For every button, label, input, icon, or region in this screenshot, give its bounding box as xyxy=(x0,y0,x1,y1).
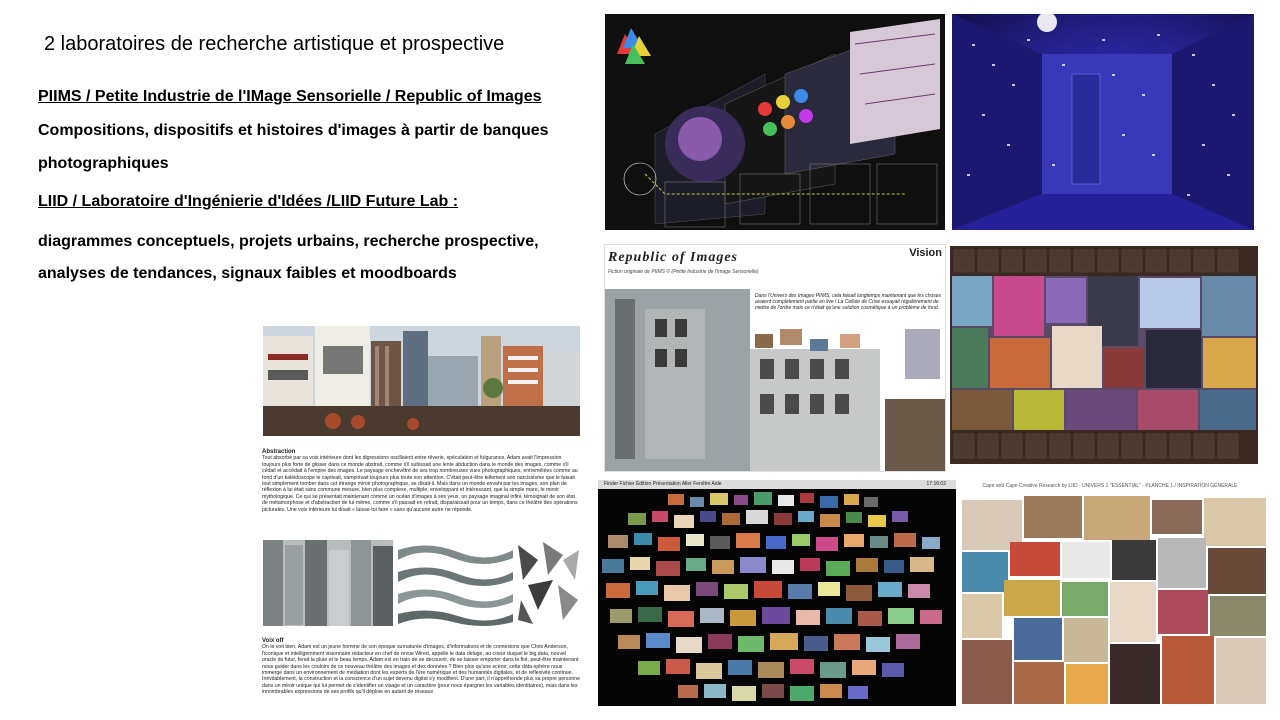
republic-fiction-text: Dans l'Univers des Images PIIMS, cela faisait longtemps maintenant que les choses avaient complètement partie en live ! La Cellule de Crise essayait régulièrement de mettre de l'ordre mais ce n'était qu'une solution cosmétique à un problème de fond. xyxy=(755,293,942,311)
moodboard-title: Cape and Cape Creative Research by LIID - UNIVERS 1 "ESSENTIAL" - PLANCHE 1 / INSPIRATION GÉNÉRALE xyxy=(982,483,1238,489)
abstraction-paragraph: Tout absorbé par sa voix intérieure dont les digressions oscillaient entre rêverie, spéculation et fulgurance, Adam avait l'impression toujours plus forte de glisser dans ce monde abstrait, comme s'il subissait une lente abduction dans le monde des images, comme s'il cédait et accédait à l'empire des images. Le paysage enchevêtré de ses trop nombreuses vues photographiques, entremêlées comme au fond d'un kaléidoscope le captivait, vampirisait toujours plus toute son attention. C'était peut-être tellement son narcissisme que le faisait tout simplement tomber dans cet étrange miroir photographique, se disait-il. Mais dans un monde envahi par les images, son plan de réflexion à lui était sans commune mesure, bien plus complexe, multiple, enveloppant et intéressant, que la simple mare, le miroir mythologique. Ce qui se présentait maintenant comme un océan d'images à ses yeux, un paysage imaginal infini, témoignait de son état de métamorphose et d'abstraction de lui-même, comme s'il passait en retrait, disparaissait pour un temps, dans ce théâtre des opérations picturales. Une voix intérieure lui disait « laisse-toi faire » sans qu'aucune autre ne réponde. xyxy=(262,455,578,513)
moodboard-collage xyxy=(960,492,1268,706)
framed-collage-panel xyxy=(950,246,1258,464)
immersive-installation xyxy=(952,14,1254,230)
abstraction-image-strip xyxy=(263,540,580,626)
republic-subtitle: Fiction originale de PIIMS © (Petite Industrie de l'Image Sensorielle) xyxy=(608,269,759,275)
blue-room-photo xyxy=(952,14,1254,230)
urban-collage-image xyxy=(263,326,580,436)
abstraction-text xyxy=(262,449,580,513)
voix-off-heading: Voix off xyxy=(262,638,284,644)
voix-off-paragraph: On le voit bien, Adam est un jeune homme de son époque surnaturée d'images, d'informations et de connexions que Chris Anderson, l'iconique et intelligemment visionnaire rédacteur en chef de revue Wired, appelle le data deluge, au coeur duquel le big data, nouvel oracle du futur, ferait la pluie et le beau temps. Adam est en train de se découvrir, de se laisser emporter dans le flot, peut-être maintenant nous guider dans les couloirs de ce nouveau théâtre des images et des données ? Bien plus qu'une scène, cette data-sphère nous immerge dans un environnement de médiation dont les experts de l'ère numérique et des humanités digitales, et de réflexivité continue. Inévitablement, la construction et la conscience d'un sujet devenu digital s'y modifient. D'une part, il n'appréhende plus sa propre personne dans un miroir unique qui lui permet de s'identifier un visage et un caractère (pour nous épargner les variables identitaires), mais dans les innombrables expressions de ses profils qu'il déploie en autant de réseaux xyxy=(262,644,580,696)
moodboard-panel xyxy=(960,480,1268,706)
republic-collage xyxy=(605,289,945,471)
liid-heading: LIID / Laboratoire d'Ingénierie d'Idées /LIID Future Lab : xyxy=(38,193,459,210)
desktop-menu-bar xyxy=(598,480,956,489)
republic-title: Republic of Images xyxy=(608,250,738,265)
abstraction-heading: Abstraction xyxy=(262,449,296,455)
desktop-clock: 17:16:02 xyxy=(926,481,946,487)
liid-description-line1: diagrammes conceptuels, projets urbains, recherche prospective, xyxy=(38,233,539,250)
piims-heading: PIIMS / Petite Industrie de l'IMage Sensorielle / Republic of Images xyxy=(38,88,542,105)
framed-collage xyxy=(950,246,1258,464)
slide-title: 2 laboratoires de recherche artistique et prospective xyxy=(44,33,505,55)
desktop-image-cloud-panel xyxy=(598,480,956,706)
voix-off-text xyxy=(262,638,580,696)
conceptual-diagram xyxy=(605,14,945,230)
image-thumbnail-cloud xyxy=(598,489,956,706)
vision-logo: Vision xyxy=(909,247,942,259)
desktop-menu-items: Finder Fichier Édition Présentation Aller Fenêtre Aide xyxy=(604,481,722,487)
republic-of-images-panel xyxy=(604,244,946,472)
piims-description-line1: Compositions, dispositifs et histoires d'images à partir de banques xyxy=(38,122,549,139)
conceptual-diagram-panel xyxy=(605,14,945,230)
liid-description-line2: analyses de tendances, signaux faibles et moodboards xyxy=(38,265,457,282)
piims-description-line2: photographiques xyxy=(38,155,169,172)
